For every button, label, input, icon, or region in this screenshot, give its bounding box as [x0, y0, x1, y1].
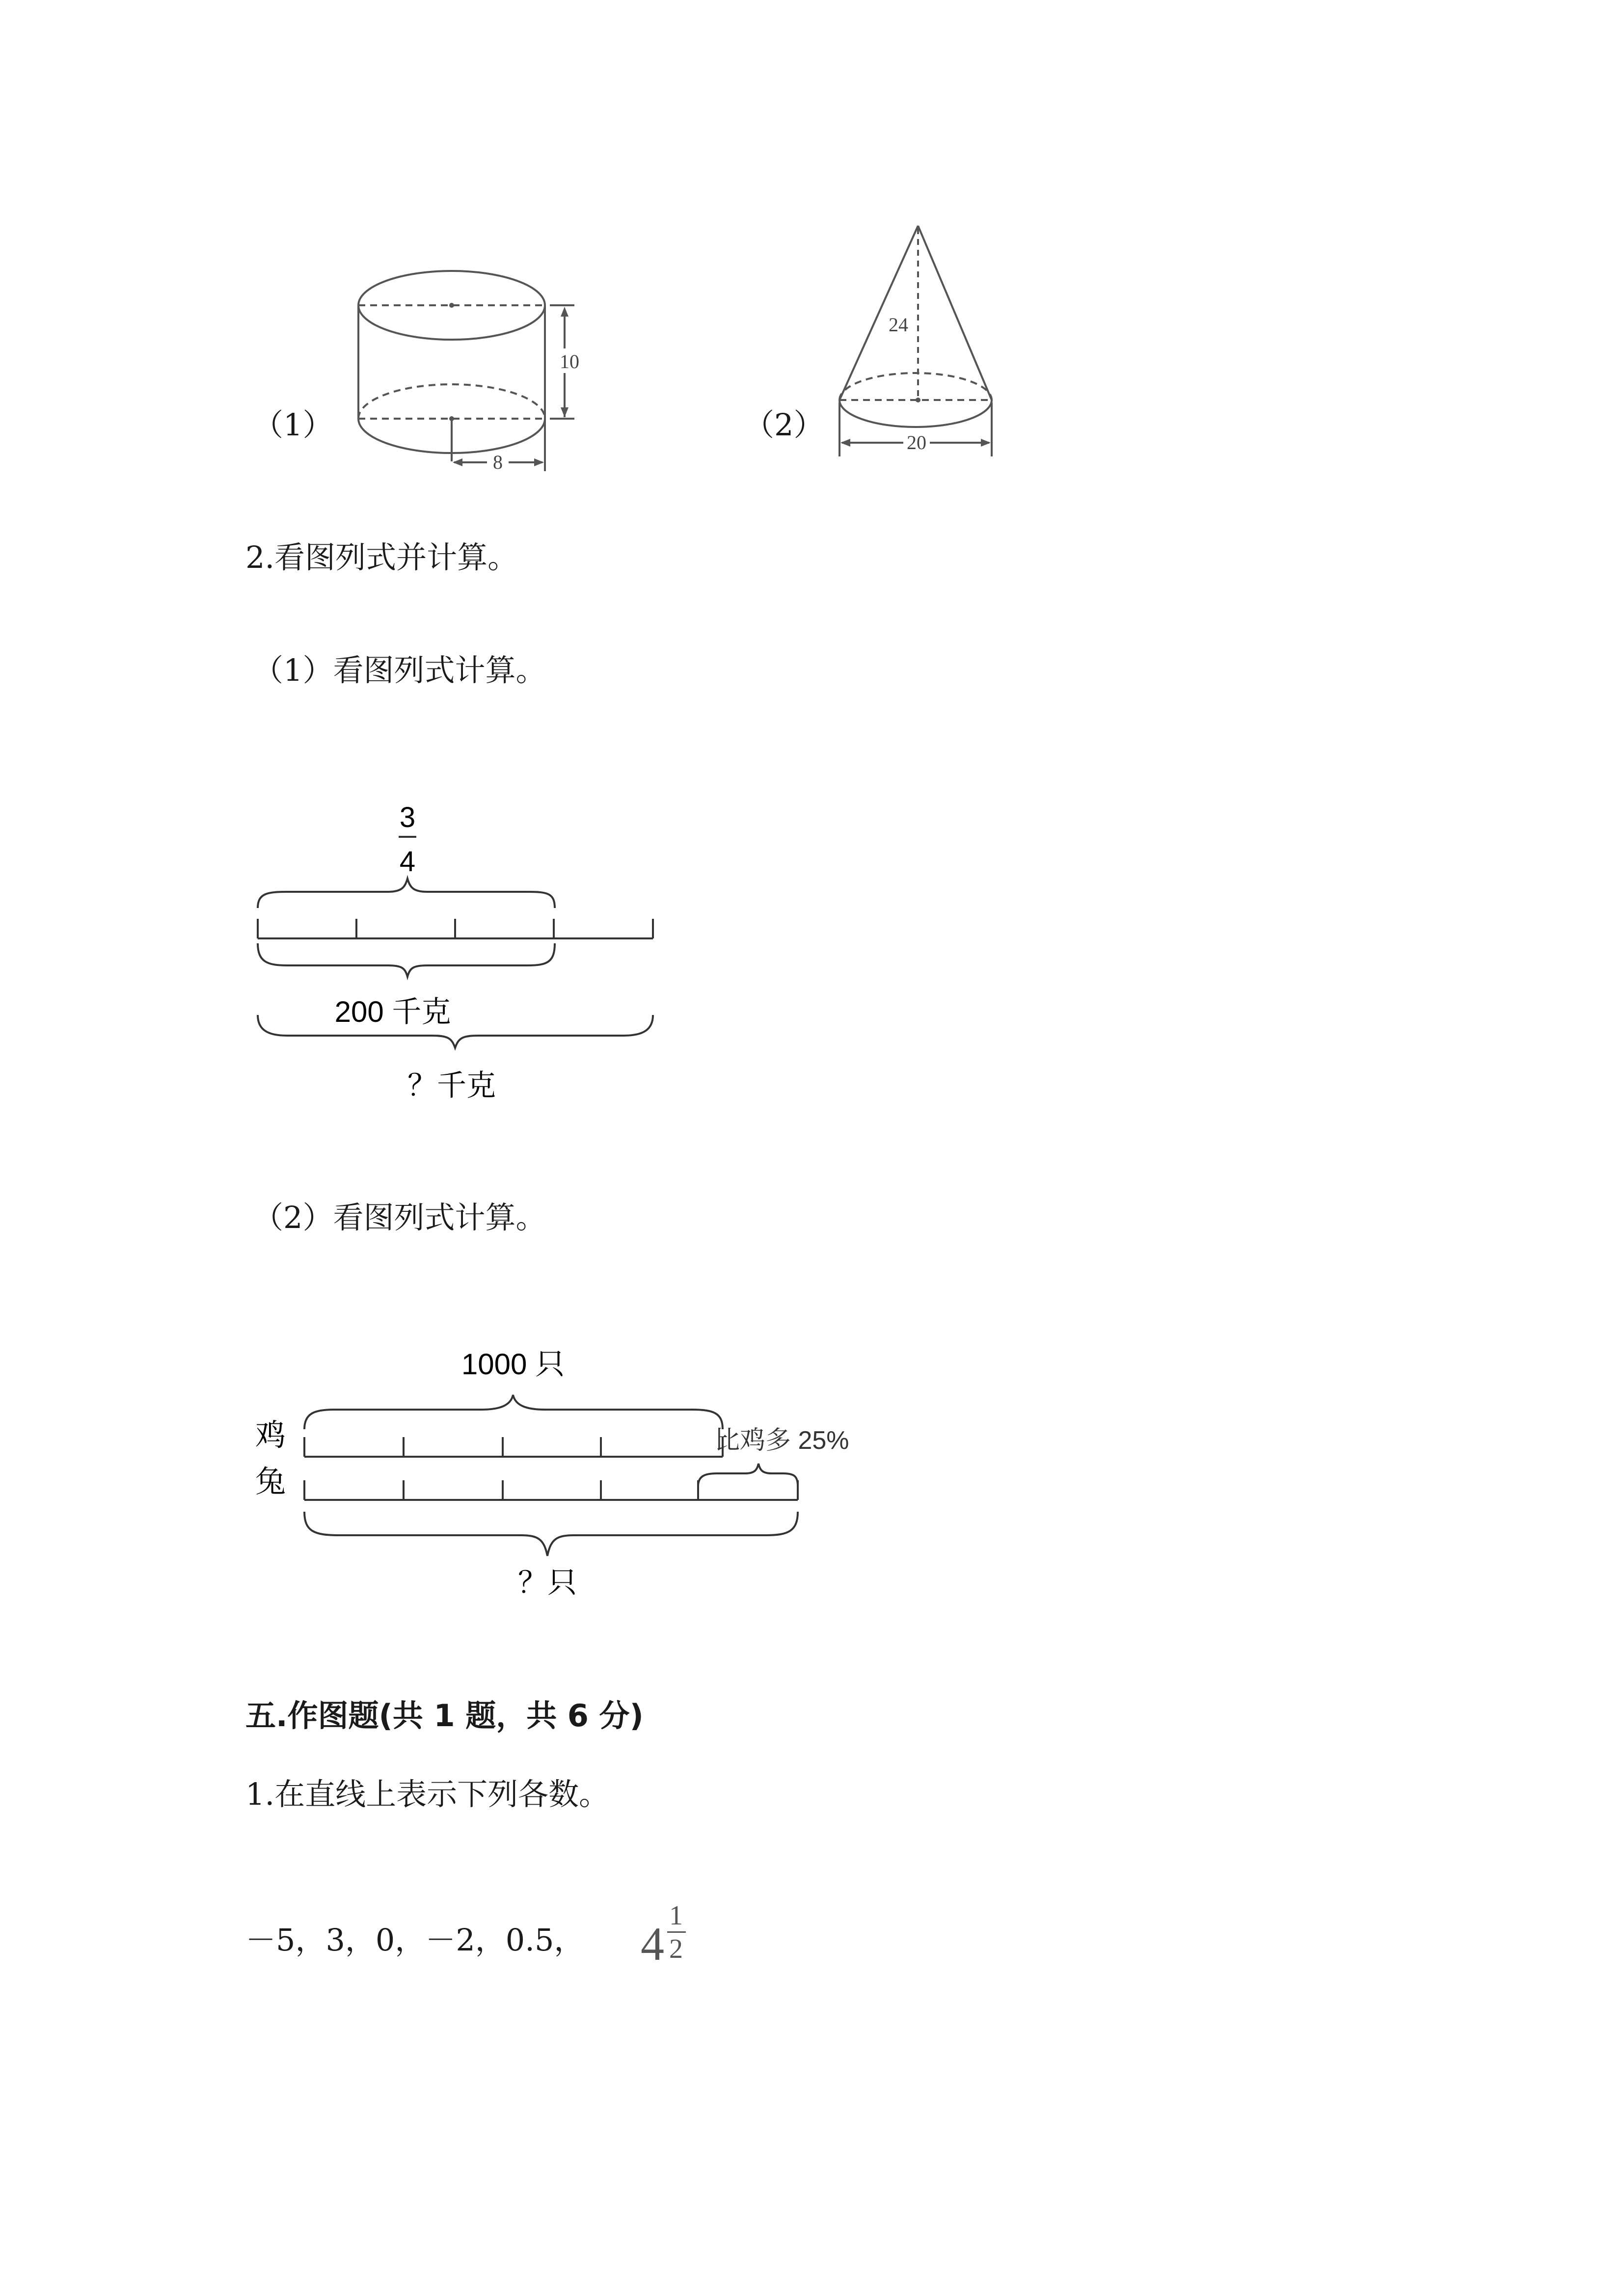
cylinder-radius-label: 8 — [493, 451, 503, 473]
row-label-rabbit: 兔 — [255, 1466, 286, 1499]
question-2-title: 2.看图列式并计算。 — [245, 539, 518, 575]
figure-label-2: （2） — [744, 407, 824, 443]
mixed-number-whole: 4 — [641, 1918, 664, 1970]
cone-figure — [825, 216, 1011, 466]
part-weight-label: 200 千克 — [334, 995, 451, 1028]
fraction-numerator: 3 — [399, 801, 416, 833]
question-2-sub-2: （2）看图列式计算。 — [253, 1200, 546, 1235]
mixed-number-numerator: 1 — [669, 1900, 683, 1931]
chicken-count-label: 1000 只 — [461, 1348, 565, 1381]
cone-height-label: 24 — [889, 314, 908, 336]
mixed-number — [641, 1902, 700, 1976]
question-2-sub-1: （1）看图列式计算。 — [253, 652, 546, 688]
section-5-question-1: 1.在直线上表示下列各数。 — [245, 1776, 610, 1812]
mixed-number-denominator: 2 — [669, 1934, 683, 1964]
total-weight-label: ？千克 — [407, 1069, 496, 1102]
number-list: －5，3，0，－2，0.5， — [245, 1922, 585, 1958]
extra-percent-label: 比鸡多 25% — [714, 1426, 849, 1455]
row-label-chicken: 鸡 — [255, 1419, 286, 1452]
line-diagram-1 — [245, 795, 668, 1119]
cylinder-figure — [344, 255, 619, 486]
mixed-number-fraction-bar — [667, 1931, 686, 1933]
line-diagram-2 — [245, 1340, 884, 1615]
section-5-heading: 五.作图题(共 1 题，共 6 分) — [245, 1698, 644, 1734]
cone-diameter-label: 20 — [907, 431, 926, 454]
cylinder-height-label: 10 — [560, 350, 579, 373]
fraction-denominator: 4 — [399, 846, 416, 878]
total-count-label: ？只 — [518, 1566, 577, 1599]
figure-label-1: （1） — [253, 407, 333, 443]
